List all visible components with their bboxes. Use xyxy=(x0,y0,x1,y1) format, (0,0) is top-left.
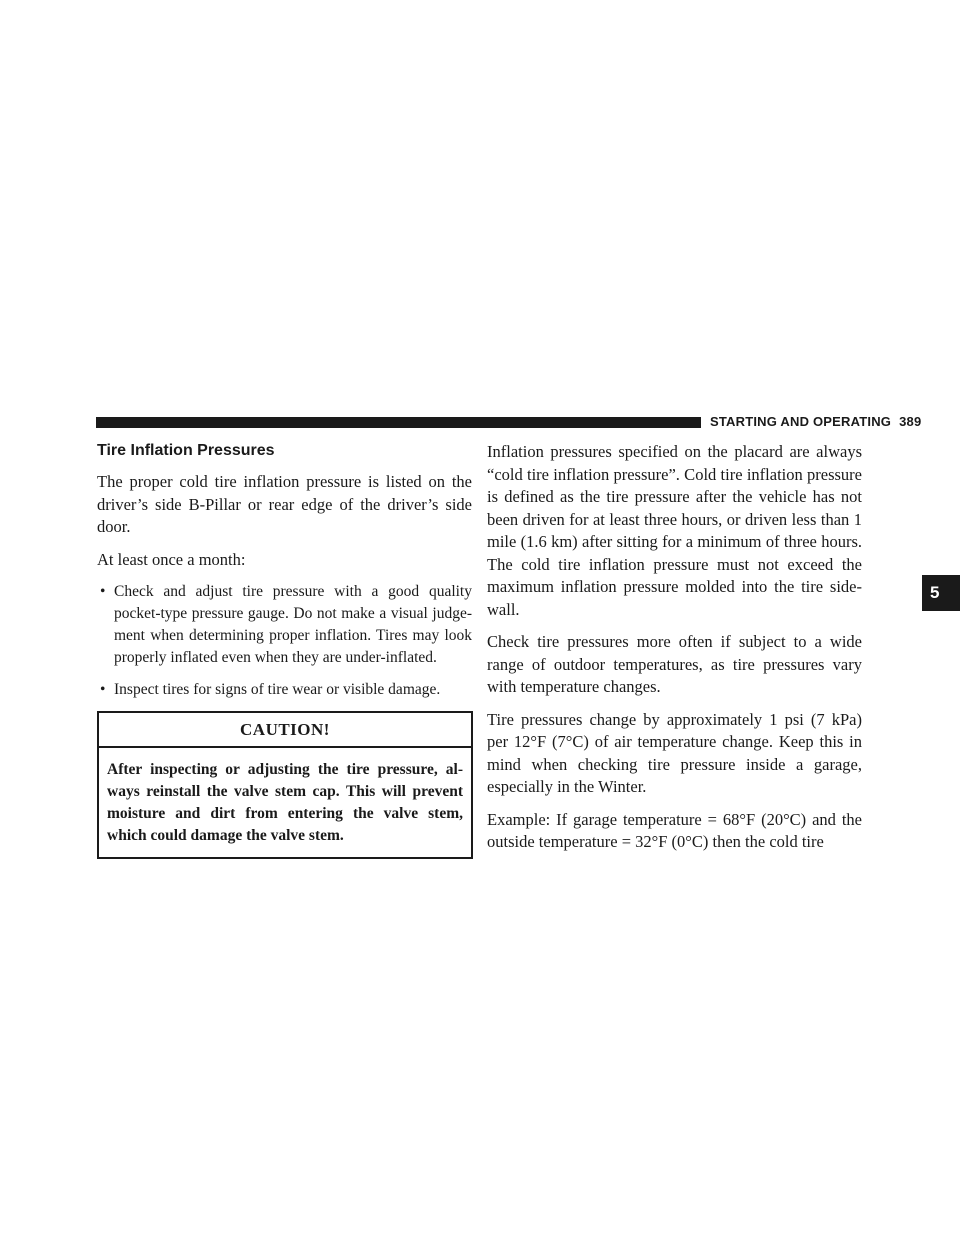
running-header xyxy=(710,414,921,429)
list-item xyxy=(97,679,472,701)
body-paragraph: Tire pressures change by approximately 1 psi (7 kPa) per 12°F (7°C) of air temperature change. Keep this in mind when checking tire pressure inside a garage, especially in the Winter. xyxy=(487,709,862,796)
bullet-text: Inspect tires for signs of tire wear or visible damage. xyxy=(114,681,441,698)
section-title: STARTING AND OPERATING xyxy=(710,414,892,429)
body-paragraph: Inflation pressures specified on the placard are always “cold tire inflation pressure”. Cold tire inflation pressure is defined as the tire pressure after the vehicle has not been driven for at least three hours, or driven less than 1 mile (1.6 km) after sitting for a minimum of three hours. The cold tire inflation pressure must not exceed the maximum inflation pressure molded into the tire side-wall. xyxy=(487,442,862,619)
caution-box xyxy=(97,711,473,859)
bullet-text: Check and adjust tire pressure with a good quality pocket-type pressure gauge. Do not make a visual judge-ment when determining proper inflation. Tires may look properly inflated even when they are under-inflated. xyxy=(114,583,472,666)
chapter-tab: 5 xyxy=(922,575,960,611)
body-paragraph: Example: If garage temperature = 68°F (20°C) and the outside temperature = 32°F (0°C) then the cold tire xyxy=(487,809,862,851)
bullet-icon: • xyxy=(100,583,106,600)
intro-paragraph: The proper cold tire inflation pressure is listed on the driver’s side B-Pillar or rear edge of the driver’s side door. xyxy=(97,472,472,536)
section-heading: Tire Inflation Pressures xyxy=(97,442,275,459)
page-number: 389 xyxy=(899,414,922,429)
bullet-list xyxy=(97,581,472,701)
bullet-icon: • xyxy=(100,681,106,698)
frequency-paragraph: At least once a month: xyxy=(97,549,246,569)
body-paragraph: Check tire pressures more often if subject to a wide range of outdoor temperatures, as tire pressures vary with temperature changes. xyxy=(487,632,862,696)
left-column xyxy=(97,441,472,859)
caution-title: CAUTION! xyxy=(99,713,471,748)
right-column xyxy=(487,441,862,864)
caution-body: After inspecting or adjusting the tire pressure, al-ways reinstall the valve stem cap. This will prevent moisture and dirt from entering the valve stem, which could damage the valve stem. xyxy=(107,761,463,844)
header-rule xyxy=(96,417,701,428)
list-item xyxy=(97,581,472,669)
